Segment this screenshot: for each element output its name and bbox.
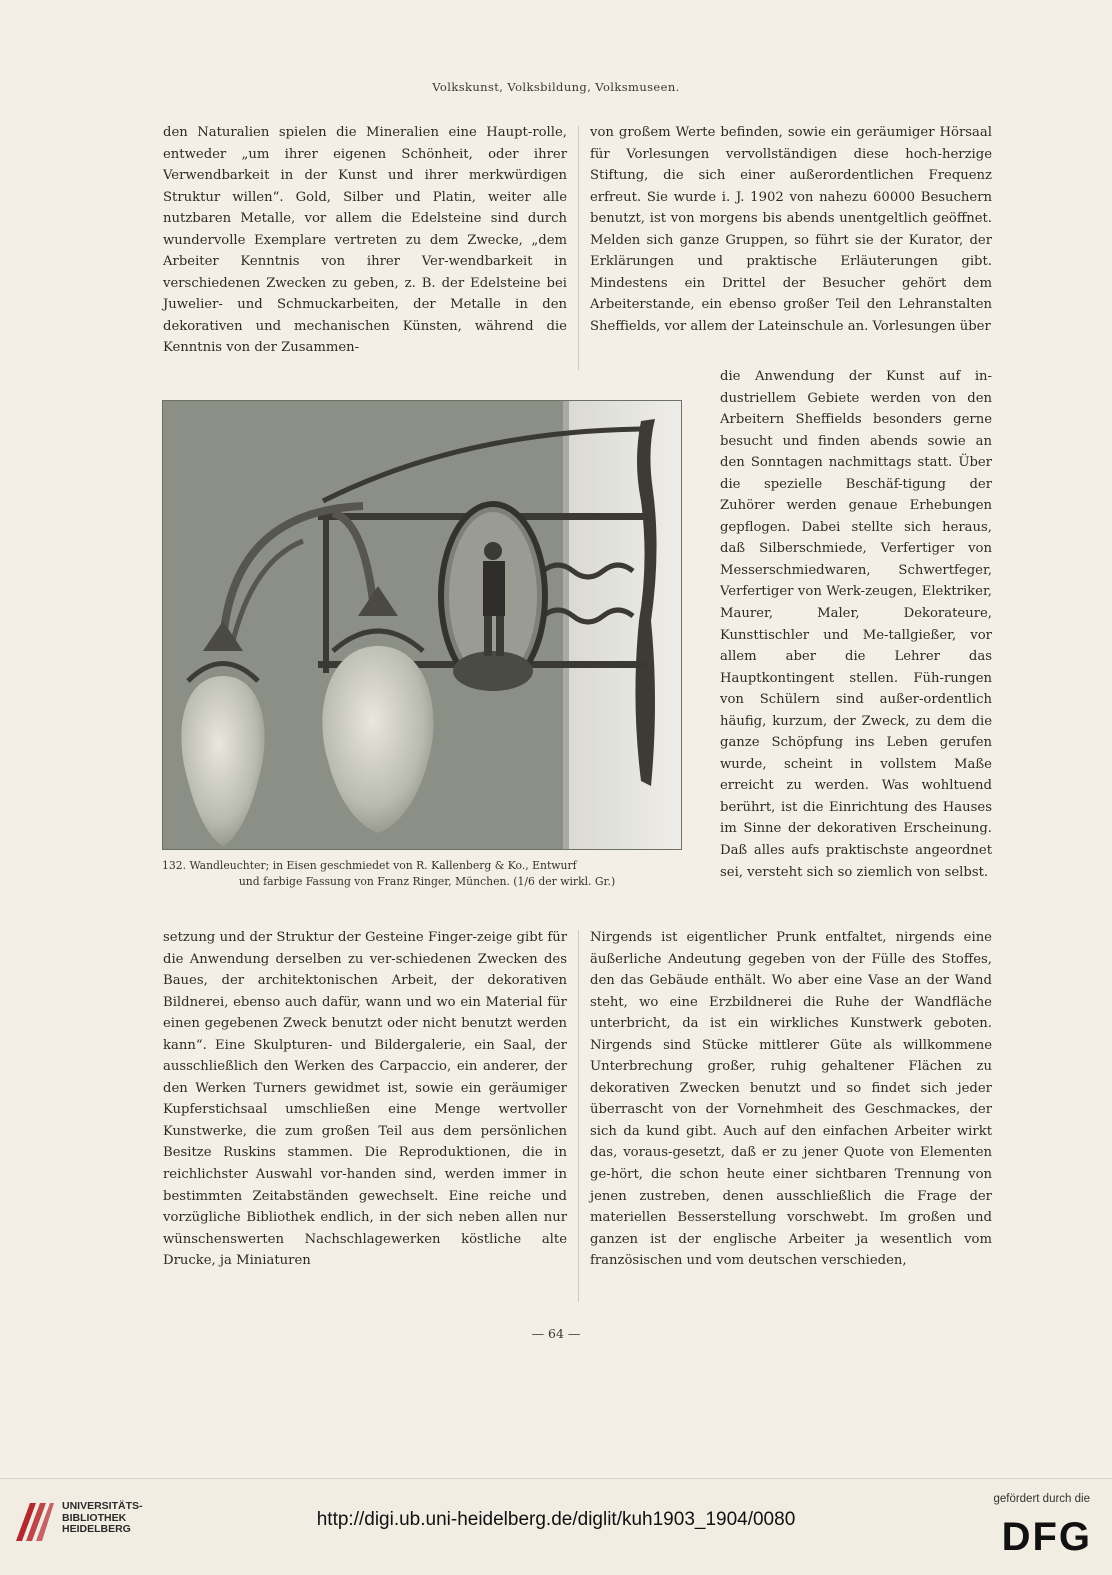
- paragraph-left-top: den Naturalien spielen die Mineralien eine Haupt-rolle, entweder „um ihrer eigenen Schönheit, oder ihrer Verwendbarkeit in der Kunst und ihrer merkwürdigen Struktur willen“. Gold, Silber und Platin, weiter alle nutzbaren Metalle, vor allem die Edelsteine sind durch wundervolle Exemplare vertreten zu dem Zwecke, „dem Arbeiter Kenntnis von ihrer Ver-wendbarkeit in verschiedenen Zwecken zu geben, z. B. der Edelsteine bei Juwelier- und Schmuckarbeiten, der Metalle in den dekorativen und mechanischen Künsten, während die Kenntnis von der Zusammen-: [163, 125, 567, 356]
- figure-caption: [162, 858, 682, 890]
- caption-line-2: und farbige Fassung von Franz Ringer, München. (1/6 der wirkl. Gr.): [238, 875, 616, 888]
- column-divider-bottom: [578, 930, 579, 1302]
- paragraph-right-bottom: Nirgends ist eigentlicher Prunk entfaltet, nirgends eine äußerliche Andeutung gegeben von der Fülle des Stoffes, den das Gebäude enthält. Wo aber eine Vase an der Wand steht, wo eine Erzbildnerei die Ruhe der Wandfläche unterbricht, da ist ein wirkliches Kunstwerk geboten. Nirgends sind Stücke mittlerer Güte als willkommene Unterbrechung großer, ruhig gehaltener Flächen zu dekorativen Zwecken benutzt und so findet sich jeder überrascht von der Vornehmheit des Geschmackes, der sich da kund gibt. Auch auf den einfachen Arbeiter wirkt das, voraus-gesetzt, daß er zu jener Quote von Elementen ge-hört, die schon heute einer sichtbaren Trennung von jenen zustreben, denen ausschließlich die Frage der materiellen Besserstellung vorschwebt. Im großen und ganzen ist der englische Arbeiter ja wesentlich vom französischen und vom deutschen verschieden,: [590, 930, 992, 1269]
- viewer-footer: [0, 1478, 1112, 1575]
- text-column-right-top: [590, 122, 992, 337]
- funding-note: gefördert durch die: [993, 1493, 1090, 1505]
- text-column-left-bottom: [163, 927, 567, 1272]
- column-divider-top: [578, 126, 579, 370]
- paragraph-right-beside-figure: die Anwendung der Kunst auf in-dustriellem Gebiete werden von den Arbeitern Sheffields besonders gerne besucht und finden abends sowie an den Sonntagen nachmittags statt. Über die spezielle Beschäf-tigung der Zuhörer werden genaue Erhebungen gepflogen. Dabei stellte sich heraus, daß Silberschmiede, Verfertiger von Messerschmiedwaren, Schwertfeger, Verfertiger von Werk-zeugen, Elektriker, Maurer, Maler, Dekorateure, Kunsttischler und Me-tallgießer, vor allem aber die Lehrer das Hauptkontingent stellen. Füh-rungen von Schülern sind außer-ordentlich häufig, kurzum, der Zweck, zu dem die ganze Schöpfung ins Leben gerufen wurde, scheint in vollstem Maße erreicht zu werden. Was wohltuend berührt, ist die Einrichtung des Hauses im Sinne der dekorativen Erscheinung. Daß alles aufs praktischste angeordnet sei, versteht sich so ziemlich von selbst.: [720, 369, 992, 880]
- paragraph-left-bottom: setzung und der Struktur der Gesteine Finger-zeige gibt für die Anwendung derselben zu ver-schiedenen Zwecken des Baues, der architektonischen Arbeit, der dekorativen Bildnerei, ebenso auch dafür, wann und wo ein Material für einen gegebenen Zweck benutzt oder nicht benutzt werden kann“. Eine Skulpturen- und Bildergalerie, ein Saal, der ausschließlich den Werken des Carpaccio, ein anderer, der den Werken Turners gewidmet ist, sowie ein geräumiger Kupferstichsaal umschließen eine Menge wertvoller Kunstwerke, die zum großen Teil aus dem persönlichen Besitze Ruskins stammen. Die Reproduktionen, die in reichlichster Auswahl vor-handen sind, werden immer in bestimmten Zeitabständen gewechselt. Eine reiche und vorzügliche Bibliothek endlich, in der sich neben allen nur wünschenswerten Nachschlagewerken köstliche alte Drucke, ja Miniaturen: [163, 930, 567, 1269]
- text-column-right-bottom: [590, 927, 992, 1272]
- running-head: Volkskunst, Volksbildung, Volksmuseen.: [432, 80, 680, 94]
- wall-lamp-illustration: [163, 401, 681, 849]
- library-name-line-2: BIBLIOTHEK: [62, 1511, 127, 1524]
- text-column-left-top: [163, 122, 567, 359]
- page-number: — 64 —: [531, 1326, 581, 1341]
- figure-wall-lamp-photo: [162, 400, 682, 850]
- dfg-logo: DFG: [1001, 1515, 1092, 1559]
- library-name-line-3: HEIDELBERG: [62, 1523, 131, 1535]
- permalink-url[interactable]: http://digi.ub.uni-heidelberg.de/diglit/kuh1903_1904/0080: [316, 1509, 796, 1530]
- library-name-line-1: UNIVERSITÄTS-: [62, 1500, 143, 1512]
- paragraph-right-top: von großem Werte befinden, sowie ein geräumiger Hörsaal für Vorlesungen vervollständigen diese hoch-herzige Stiftung, die sich einer außerordentlichen Frequenz erfreut. Sie wurde i. J. 1902 von nahezu 60000 Besuchern benutzt, ist von morgens bis abends unentgeltlich geöffnet. Melden sich ganze Gruppen, so führt sie der Kurator, der Erklärungen und praktische Erläuterungen gibt. Mindestens ein Drittel der Besucher gehört dem Arbeiterstande, ein ebenso großer Teil den Lehranstalten Sheffields, vor allem der Lateinschule an. Vorlesungen über: [590, 125, 992, 334]
- caption-line-1: 132. Wandleuchter; in Eisen geschmiedet von R. Kallenberg & Ko., Entwurf: [162, 859, 577, 872]
- text-column-right-beside-figure: [720, 366, 992, 883]
